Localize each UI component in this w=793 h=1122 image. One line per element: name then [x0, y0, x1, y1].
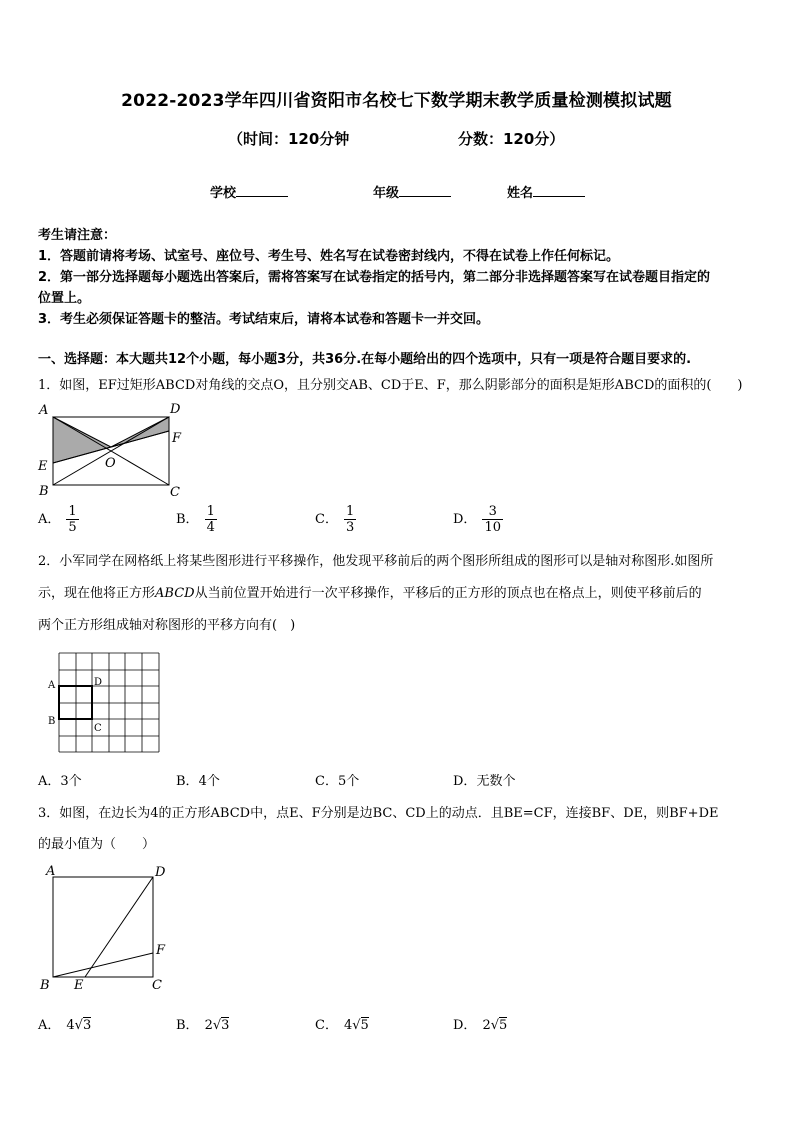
- grade-field[interactable]: [373, 182, 451, 201]
- q1-option-b[interactable]: B． $\frac{1}{4}$: [176, 504, 215, 535]
- school-label: 学校: [210, 186, 237, 201]
- q2-label-b: B: [48, 716, 56, 727]
- q3-figure: [36, 862, 176, 994]
- q1-shaded-right: [111, 417, 169, 447]
- q2-square-abcd: [59, 686, 92, 719]
- notice-line-1: 1．答题前请将考场、试室号、座位号、考生号、姓名写在试卷密封线内，不得在试卷上作任何标记。: [38, 249, 620, 264]
- q1-label-d: D: [170, 402, 181, 417]
- q3-label-b: B: [40, 978, 50, 993]
- q2-option-d[interactable]: D．无数个: [453, 774, 516, 789]
- q1-label-b: B: [39, 484, 49, 499]
- page-title: 2022-2023学年四川省资阳市名校七下数学期末教学质量检测模拟试题: [121, 91, 672, 111]
- q3-label-d: D: [155, 865, 166, 880]
- q3-option-c[interactable]: C． 4√5: [315, 1018, 369, 1033]
- q2-option-b[interactable]: B．4个: [176, 774, 220, 789]
- section-heading: 一、选择题：本大题共12个小题，每小题3分，共36分.在每小题给出的四个选项中，只有一项是符合题目要求的.: [38, 352, 692, 367]
- q2-label-d: D: [94, 677, 103, 688]
- q3-square: [53, 877, 153, 977]
- q2-stem-line-2: 示，现在他将正方形ABCD从当前位置开始进行一次平移操作，平移后的正方形的顶点也在格点上，则使平移前后的: [38, 586, 702, 601]
- q1-label-c: C: [170, 485, 180, 500]
- q3-stem-line-2: 的最小值为（ ）: [38, 837, 156, 852]
- q2-label-c: C: [94, 723, 102, 734]
- q1-option-a[interactable]: A． $\frac{1}{5}$: [38, 504, 77, 535]
- exam-time: （时间：120分钟: [228, 130, 350, 148]
- q3-segment-de: [85, 877, 153, 977]
- q2-stem-line-3: 两个正方形组成轴对称图形的平移方向有( ): [38, 618, 296, 633]
- school-field[interactable]: [210, 182, 288, 201]
- q2-option-a[interactable]: A．3个: [38, 774, 82, 789]
- q1-label-o: O: [105, 456, 116, 471]
- q3-option-a[interactable]: A． 4√3: [38, 1018, 92, 1033]
- exam-score: 分数：120分）: [458, 130, 565, 148]
- name-field[interactable]: [507, 182, 585, 201]
- q1-label-e: E: [38, 459, 48, 474]
- q2-label-a: A: [48, 680, 56, 691]
- q3-label-f: F: [156, 943, 166, 958]
- notice-line-2-cont: 位置上。: [38, 291, 91, 306]
- q1-figure: [36, 400, 186, 500]
- q3-label-c: C: [152, 978, 162, 993]
- q2-grid: [59, 653, 159, 752]
- q3-option-d[interactable]: D． 2√5: [453, 1018, 508, 1033]
- q2-grid-figure: [44, 650, 164, 756]
- q1-label-f: F: [172, 431, 182, 446]
- name-label: 姓名: [507, 186, 534, 201]
- notice-line-3: 3．考生必须保证答题卡的整洁。考试结束后，请将本试卷和答题卡一并交回。: [38, 312, 490, 327]
- grade-label: 年级: [373, 186, 400, 201]
- q1-stem: 1．如图，EF过矩形ABCD对角线的交点O，且分别交AB、CD于E、F，那么阴影部分的面积是矩形ABCD的面积的( ): [38, 378, 743, 393]
- q1-option-c[interactable]: C． $\frac{1}{3}$: [315, 504, 355, 535]
- q1-label-a: A: [39, 403, 49, 418]
- q3-segment-bf: [53, 953, 153, 977]
- q3-label-e: E: [74, 978, 84, 993]
- q3-label-a: A: [46, 864, 56, 879]
- q2-option-c[interactable]: C．5个: [315, 774, 360, 789]
- q3-stem-line-1: 3．如图，在边长为4的正方形ABCD中，点E、F分别是边BC、CD上的动点．且BE=CF，连接BF、DE，则BF+DE: [38, 806, 719, 821]
- q2-stem-line-1: 2．小军同学在网格纸上将某些图形进行平移操作，他发现平移前后的两个图形所组成的图形可以是轴对称图形.如图所: [38, 554, 714, 569]
- q1-option-d[interactable]: D． $\frac{3}{10}$: [453, 504, 501, 535]
- q3-option-b[interactable]: B． 2√3: [176, 1018, 230, 1033]
- notice-line-2: 2．第一部分选择题每小题选出答案后，需将答案写在试卷指定的括号内，第二部分非选择题答案写在试卷题目指定的: [38, 270, 711, 285]
- notice-heading: 考生请注意：: [38, 228, 117, 243]
